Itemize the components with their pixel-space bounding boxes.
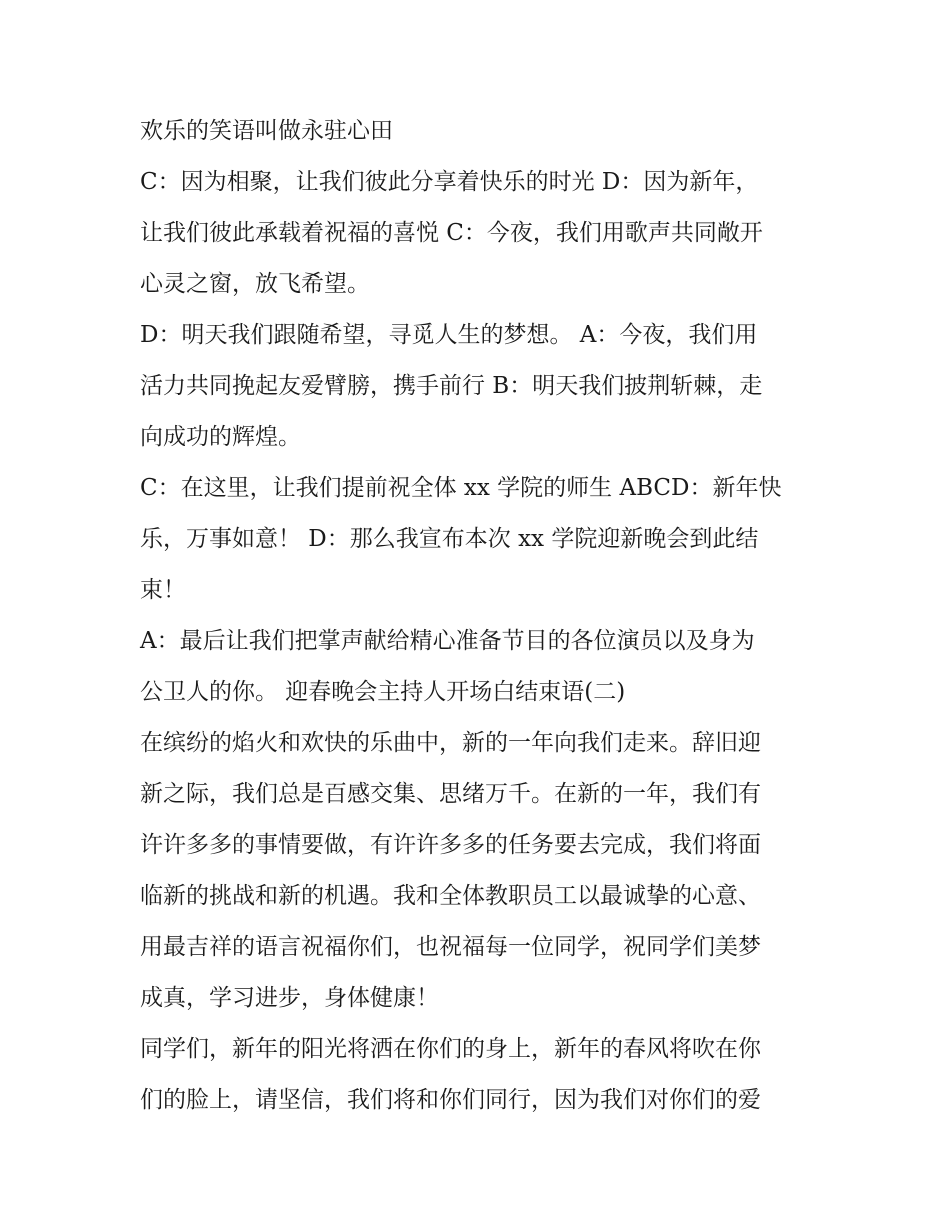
paragraph-3: [140, 310, 820, 463]
text-line: 欢乐的笑语叫做永驻心田: [140, 118, 393, 144]
text-line: A：最后让我们把掌声献给精心准备节目的各位演员以及身为: [140, 628, 755, 654]
text-line: C：在这里，让我们提前祝全体 xx 学院的师生 ABCD：新年快: [140, 475, 782, 501]
text-line: 用最吉祥的语言祝福你们，也祝福每一位同学，祝同学们美梦: [140, 934, 761, 960]
text-line: 心灵之窗，放飞希望。: [140, 271, 370, 297]
text-line: 们的脸上，请坚信，我们将和你们同行，因为我们对你们的爱: [140, 1087, 761, 1113]
paragraph-6: [140, 718, 820, 1024]
paragraph-7: [140, 1024, 820, 1126]
paragraph-1: [140, 106, 820, 157]
text-line: 新之际，我们总是百感交集、思绪万千。在新的一年，我们有: [140, 781, 761, 807]
text-line: 成真，学习进步，身体健康！: [140, 985, 439, 1011]
text-line: 束！: [140, 577, 186, 603]
paragraph-2: [140, 157, 820, 310]
text-line: 许许多多的事情要做，有许许多多的任务要去完成，我们将面: [140, 832, 761, 858]
text-line: 公卫人的你。 迎春晚会主持人开场白结束语(二): [140, 679, 626, 705]
document-body: [140, 106, 820, 1126]
text-line: 活力共同挽起友爱臂膀，携手前行 B：明天我们披荆斩棘，走: [140, 373, 763, 399]
text-line: 向成功的辉煌。: [140, 424, 301, 450]
text-line: 在缤纷的焰火和欢快的乐曲中，新的一年向我们走来。辞旧迎: [140, 730, 761, 756]
text-line: D：明天我们跟随希望，寻觅人生的梦想。 A：今夜，我们用: [140, 322, 758, 348]
text-line: 同学们，新年的阳光将洒在你们的身上，新年的春风将吹在你: [140, 1036, 761, 1062]
text-line: C：因为相聚，让我们彼此分享着快乐的时光 D：因为新年，: [140, 169, 759, 195]
text-line: 乐，万事如意！ D：那么我宣布本次 xx 学院迎新晚会到此结: [140, 526, 759, 552]
paragraph-5: [140, 616, 820, 718]
paragraph-4: [140, 463, 820, 616]
text-line: 临新的挑战和新的机遇。我和全体教职员工以最诚挚的心意、: [140, 883, 761, 909]
text-line: 让我们彼此承载着祝福的喜悦 C：今夜，我们用歌声共同敞开: [140, 220, 763, 246]
